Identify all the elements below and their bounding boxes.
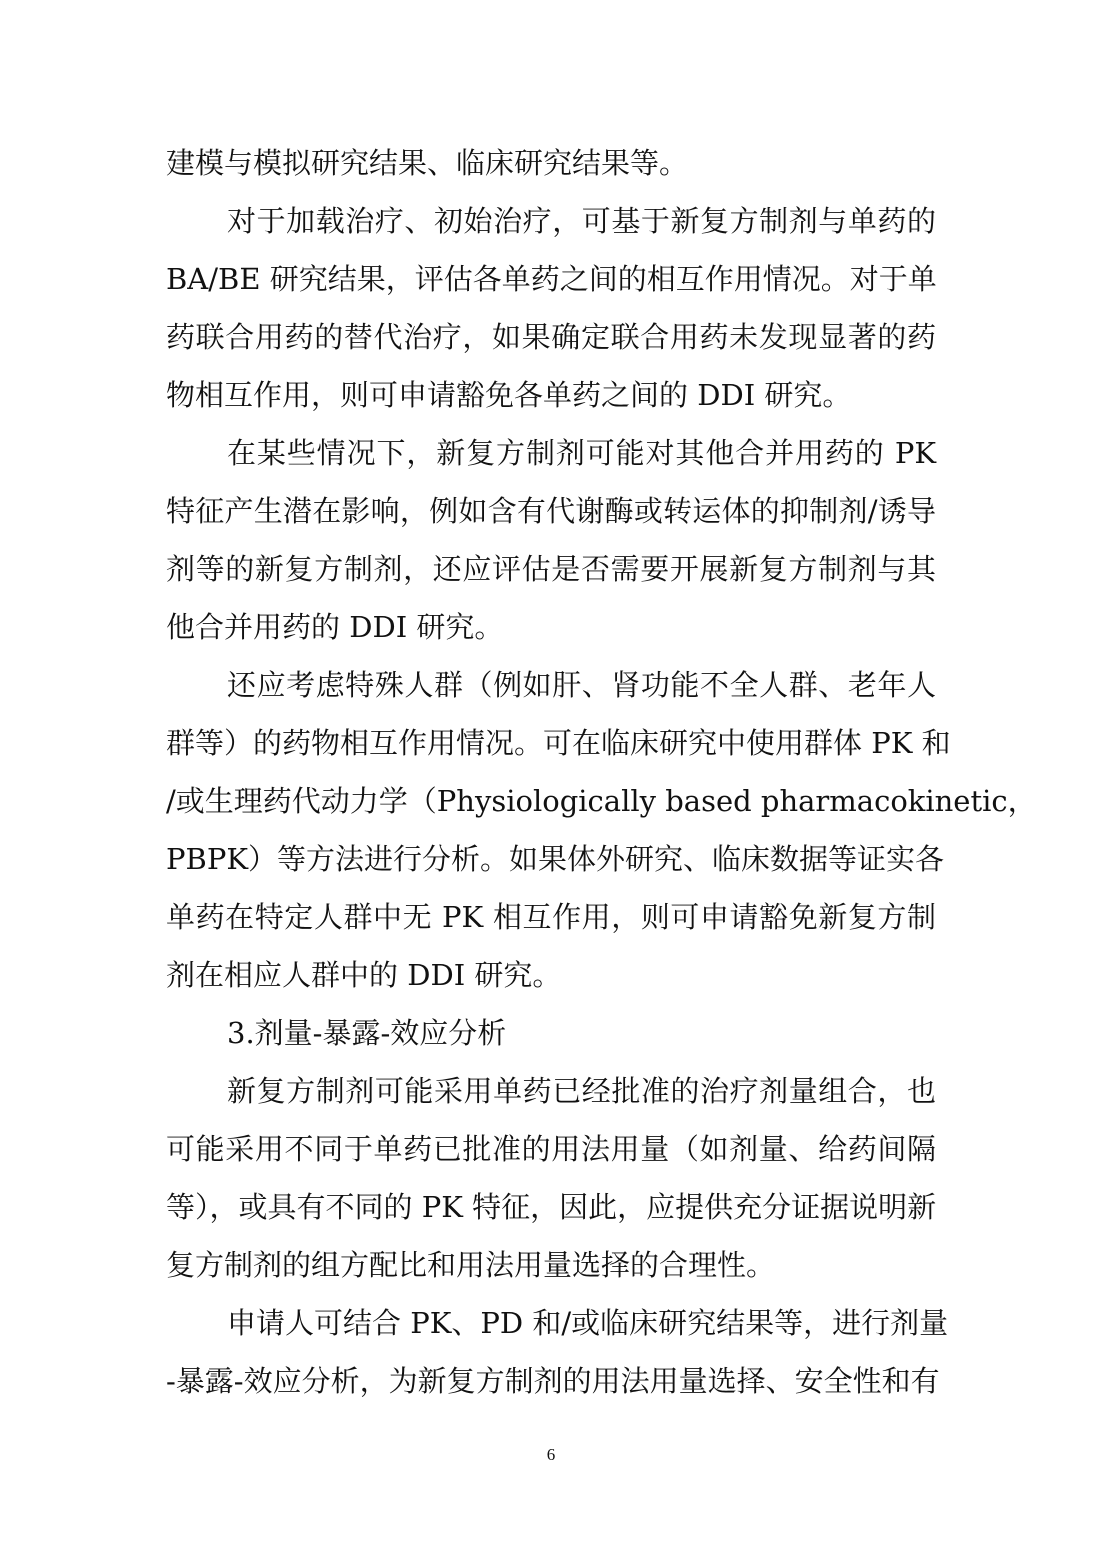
page-number: 6	[546, 1445, 556, 1464]
text-line: BA/BE 研究结果，评估各单药之间的相互作用情况。对于单	[166, 262, 937, 296]
text-line: 剂在相应人群中的 DDI 研究。	[166, 958, 562, 992]
text-line: 特征产生潜在影响，例如含有代谢酶或转运体的抑制剂/诱导	[166, 494, 936, 528]
text-line: 复方制剂的组方配比和用法用量选择的合理性。	[166, 1248, 776, 1282]
paragraph-start-line: 申请人可结合 PK、PD 和/或临床研究结果等，进行剂量	[227, 1306, 949, 1340]
paragraph-start-line: 新复方制剂可能采用单药已经批准的治疗剂量组合，也	[227, 1074, 936, 1108]
text-line: 可能采用不同于单药已批准的用法用量（如剂量、给药间隔	[166, 1132, 936, 1166]
text-line: /或生理药代动力学（Physiologically based pharmacokinetic，	[166, 784, 1037, 818]
text-line: 物相互作用，则可申请豁免各单药之间的 DDI 研究。	[166, 378, 852, 412]
text-line: 他合并用药的 DDI 研究。	[166, 610, 504, 644]
paragraph-start-line: 还应考虑特殊人群（例如肝、肾功能不全人群、老年人	[227, 668, 936, 702]
text-line: 群等）的药物相互作用情况。可在临床研究中使用群体 PK 和	[166, 726, 951, 760]
text-line: 等），或具有不同的 PK 特征，因此，应提供充分证据说明新	[166, 1190, 937, 1224]
section-heading: 3.剂量-暴露-效应分析	[227, 1016, 507, 1050]
paragraph-start-line: 在某些情况下，新复方制剂可能对其他合并用药的 PK	[227, 436, 936, 470]
text-line: PBPK）等方法进行分析。如果体外研究、临床数据等证实各	[166, 842, 945, 876]
text-line: 剂等的新复方制剂，还应评估是否需要开展新复方制剂与其	[166, 552, 936, 586]
text-line: 建模与模拟研究结果、临床研究结果等。	[166, 146, 689, 180]
text-line: 药联合用药的替代治疗，如果确定联合用药未发现显著的药	[166, 320, 936, 354]
text-line: -暴露-效应分析，为新复方制剂的用法用量选择、安全性和有	[166, 1364, 940, 1398]
text-line: 单药在特定人群中无 PK 相互作用，则可申请豁免新复方制	[166, 900, 936, 934]
paragraph-start-line: 对于加载治疗、初始治疗，可基于新复方制剂与单药的	[227, 204, 936, 238]
